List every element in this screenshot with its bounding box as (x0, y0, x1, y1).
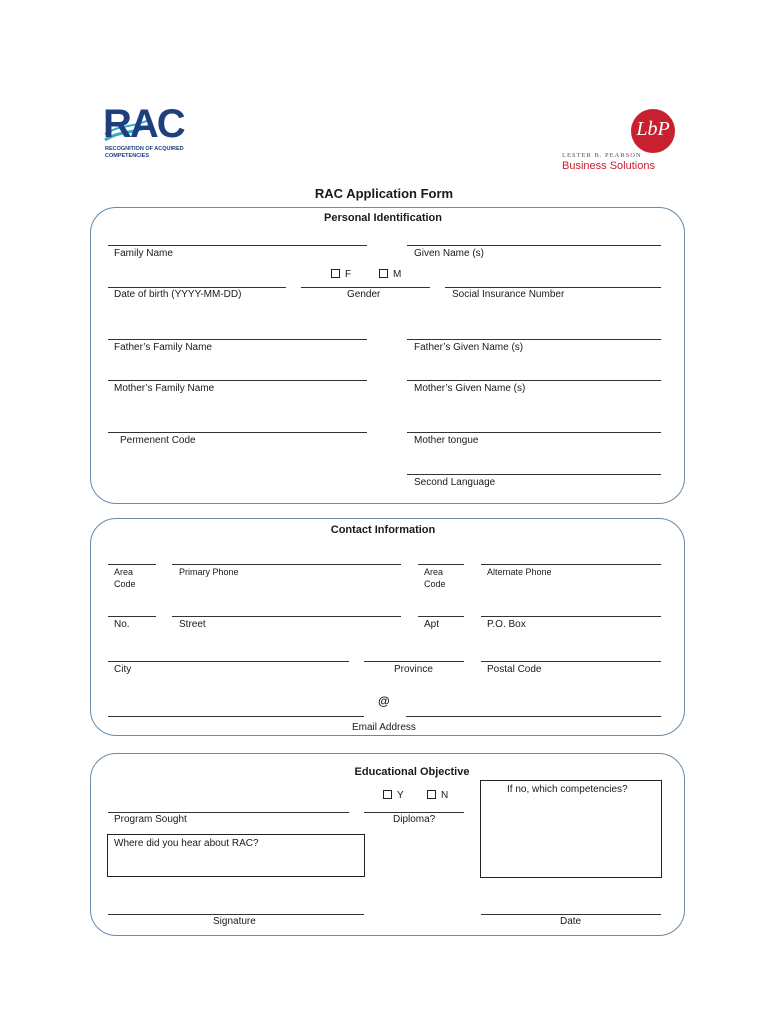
permanent-code-input[interactable] (108, 432, 367, 433)
mother-family-name-label: Mother’s Family Name (114, 383, 215, 394)
personal-identification-title: Personal Identification (324, 212, 442, 224)
diploma-input[interactable] (364, 812, 464, 813)
program-sought-input[interactable] (108, 812, 349, 813)
permanent-code-label: Permenent Code (120, 435, 196, 446)
mother-tongue-label: Mother tongue (414, 435, 479, 446)
rac-logo-subtitle-2: COMPETENCIES (105, 153, 150, 159)
lbp-logo-text: LbP (636, 118, 670, 140)
email-address-label: Email Address (352, 722, 416, 733)
father-given-names-label: Father’s Given Name (s) (414, 342, 524, 353)
street-number-input[interactable] (108, 616, 156, 617)
province-input[interactable] (364, 661, 464, 662)
checkbox-box (379, 269, 388, 278)
po-box-label: P.O. Box (487, 619, 526, 630)
primary-area-code-input[interactable] (108, 564, 156, 565)
primary-area-label: Area (114, 567, 134, 577)
primary-code-label: Code (114, 579, 136, 589)
given-names-input[interactable] (407, 245, 661, 246)
alternate-phone-input[interactable] (481, 564, 661, 565)
gender-m-label: M (393, 269, 402, 280)
mother-given-names-input[interactable] (407, 380, 661, 381)
where-heard-box[interactable] (107, 834, 365, 877)
alternate-phone-label: Alternate Phone (487, 567, 552, 577)
personal-identification-section (90, 207, 685, 504)
mother-tongue-input[interactable] (407, 432, 661, 433)
city-input[interactable] (108, 661, 349, 662)
street-number-label: No. (114, 619, 130, 630)
which-competencies-label: If no, which competencies? (507, 784, 628, 795)
email-at-sign: @ (378, 694, 390, 708)
signature-label: Signature (213, 916, 256, 927)
dob-label: Date of birth (YYYY-MM-DD) (114, 289, 242, 300)
signature-input[interactable] (108, 914, 364, 915)
primary-phone-label: Primary Phone (179, 567, 239, 577)
date-label: Date (560, 916, 582, 927)
checkbox-box (383, 790, 392, 799)
mother-given-names-label: Mother’s Given Name (s) (414, 383, 526, 394)
family-name-input[interactable] (108, 245, 367, 246)
father-family-name-input[interactable] (108, 339, 367, 340)
apt-label: Apt (424, 619, 440, 630)
contact-information-title: Contact Information (330, 524, 436, 536)
lbp-org-line1: LESTER B. PEARSON (562, 152, 642, 159)
lbp-logo (630, 108, 676, 154)
lbp-org-line2: Business Solutions (562, 160, 655, 172)
which-competencies-box[interactable] (480, 780, 662, 878)
family-name-label: Family Name (114, 248, 173, 259)
gender-f-checkbox[interactable] (331, 269, 351, 281)
mother-family-name-input[interactable] (108, 380, 367, 381)
street-input[interactable] (172, 616, 401, 617)
diploma-yes-label: Y (397, 790, 404, 801)
date-input[interactable] (481, 914, 661, 915)
given-names-label: Given Name (s) (414, 248, 485, 259)
checkbox-box (331, 269, 340, 278)
form-title: RAC Application Form (314, 186, 454, 201)
where-heard-label: Where did you hear about RAC? (114, 838, 259, 849)
rac-logo-text: RAC (103, 102, 184, 146)
alternate-area-code-input[interactable] (418, 564, 464, 565)
gender-f-label: F (345, 269, 352, 280)
province-label: Province (394, 664, 433, 675)
postal-code-label: Postal Code (487, 664, 542, 675)
father-family-name-label: Father’s Family Name (114, 342, 212, 353)
po-box-input[interactable] (481, 616, 661, 617)
educational-objective-title: Educational Objective (354, 766, 470, 778)
rac-logo-subtitle-1: RECOGNITION OF ACQUIRED (105, 146, 184, 152)
program-sought-label: Program Sought (114, 814, 187, 825)
gender-label: Gender (347, 289, 381, 300)
diploma-label: Diploma? (393, 814, 436, 825)
alternate-area-label: Area (424, 567, 444, 577)
email-domain-input[interactable] (406, 716, 661, 717)
father-given-names-input[interactable] (407, 339, 661, 340)
rac-logo (103, 104, 193, 164)
city-label: City (114, 664, 132, 675)
alternate-code-label: Code (424, 579, 446, 589)
checkbox-box (427, 790, 436, 799)
diploma-no-label: N (441, 790, 449, 801)
apt-input[interactable] (418, 616, 464, 617)
primary-phone-input[interactable] (172, 564, 401, 565)
diploma-no-checkbox[interactable] (427, 790, 448, 802)
dob-input[interactable] (108, 287, 286, 288)
sin-label: Social Insurance Number (452, 289, 565, 300)
gender-m-checkbox[interactable] (379, 269, 401, 281)
second-language-label: Second Language (414, 477, 496, 488)
postal-code-input[interactable] (481, 661, 661, 662)
street-label: Street (179, 619, 206, 630)
second-language-input[interactable] (407, 474, 661, 475)
gender-input[interactable] (301, 287, 430, 288)
sin-input[interactable] (445, 287, 661, 288)
diploma-yes-checkbox[interactable] (383, 790, 404, 802)
email-user-input[interactable] (108, 716, 364, 717)
